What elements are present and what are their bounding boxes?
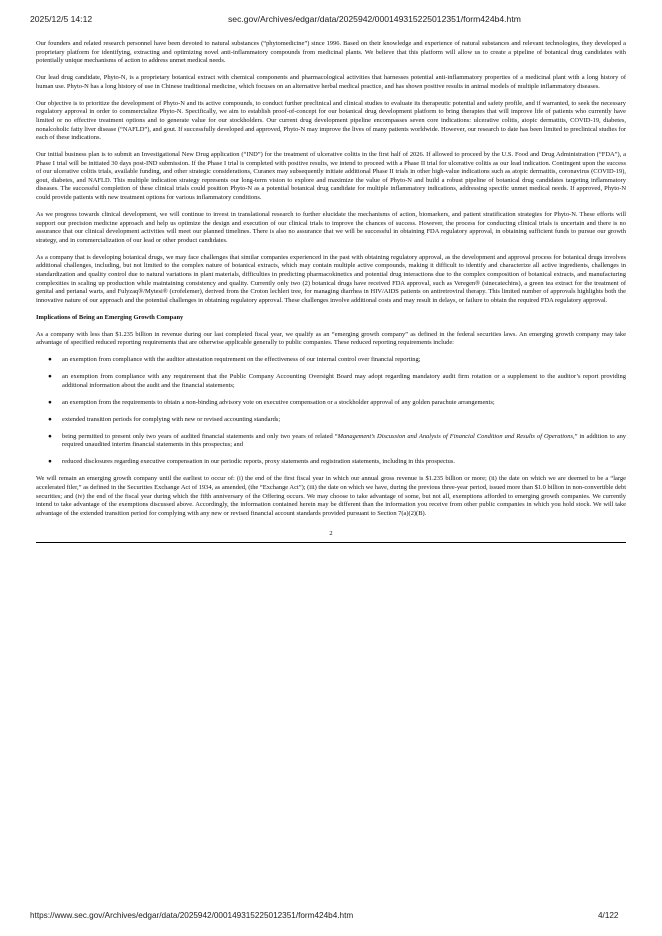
bullet-icon: ● bbox=[48, 398, 52, 406]
italic-title: Management’s Discussion and Analysis of Financial Condition and Results of Operations bbox=[337, 432, 573, 440]
list-item-text: an exemption from the requirements to obtain a non-binding advisory vote on executive compensation or a stockholder approval of any golden parachute arrangements; bbox=[62, 398, 495, 406]
list-item bbox=[36, 356, 626, 365]
list-item bbox=[36, 373, 626, 390]
print-page-title: sec.gov/Archives/edgar/data/2025942/000149315225012351/form424b4.htm bbox=[228, 14, 521, 24]
page-number: 2 bbox=[329, 530, 333, 538]
document-body bbox=[36, 40, 626, 543]
list-item bbox=[36, 458, 626, 467]
list-item bbox=[36, 433, 626, 450]
paragraph: Our objective is to prioritize the development of Phyto-N and its active compounds, to conduct further preclinical and clinical studies to evaluate its therapeutic potential and safety profile, and if warranted, to seek the necessary regulatory approval in order to commercialize Phyto-N. Specifically, we aim to establish proof-of-concept for our botanical drug development platform to bring therapies that will improve life of patients who currently have limited or no effective treatment options and to generate value for our stockholders. Our current drug development pipeline encompasses seven core indications: ulcerative colitis, atopic dermatitis, COVID-19, diabetes, nonalcoholic fatty liver disease (“NAFLD”), and gout. If successfully developed and approved, Phyto-N may improve the lives of many patients worldwide. However, our research to date has been limited to preclinical studies for each of these indications. bbox=[36, 99, 626, 142]
list-item-text: extended transition periods for complying with new or revised accounting standards; bbox=[62, 415, 281, 423]
list-item bbox=[36, 416, 626, 425]
list-item-text: an exemption from compliance with the auditor attestation requirement on the effectiveness of our internal control over financial reporting; bbox=[62, 356, 421, 364]
bullet-icon: ● bbox=[48, 373, 52, 381]
print-page-count: 4/122 bbox=[598, 911, 619, 920]
bullet-icon: ● bbox=[48, 415, 52, 423]
list-item-text: an exemption from compliance with any requirement that the Public Company Accounting Oversight Board may adopt regarding mandatory audit firm rotation or a supplement to the auditor’s report providing additional information about the audit and the financial statements; bbox=[62, 373, 626, 389]
paragraph: Our lead drug candidate, Phyto-N, is a proprietary botanical extract with chemical components and pharmacological activities that harnesses potential anti-inflammatory properties of a medicinal plant with a long history of human use. Phyto-N has a long history of use in Chinese traditional medicine, which focuses on an alternative herbal medical practice, and has shown positive results in animal models of multiple inflammatory diseases. bbox=[36, 74, 626, 90]
list-item-text: reduced disclosures regarding executive compensation in our periodic reports, proxy statements and registration statements, including in this prospectus. bbox=[62, 458, 455, 466]
bullet-icon: ● bbox=[48, 356, 52, 364]
list-item-text: ,” in addition to any required unaudited interim financial statements in this prospectus; and bbox=[62, 432, 627, 449]
bullet-icon: ● bbox=[48, 432, 52, 440]
print-datetime: 2025/12/5 14:12 bbox=[30, 14, 93, 24]
egc-intro: As a company with less than $1.235 billion in revenue during our last completed fiscal year, we qualify as an “emerging growth company” as defined in the federal securities laws. An emerging growth company may take advantage of specified reduced reporting requirements that are otherwise applicable generally to public companies. These reduced reporting requirements include: bbox=[36, 330, 626, 347]
list-item-text: being permitted to present only two years of audited financial statements and only two years of related “ bbox=[62, 432, 338, 440]
bullet-icon: ● bbox=[48, 458, 52, 466]
paragraph: As we progress towards clinical development, we will continue to invest in translational research to further elucidate the mechanisms of action, biomarkers, and patient stratification strategies for Phyto-N. These efforts will support our precision medicine approach and help us optimize the design and execution of our clinical trials to improve the chances of success. However, the process for conducting clinical trials is uncertain and there is no assurance that our clinical development activities will meet our planned timelines. There is also no assurance that we will be successful in obtaining FDA regulatory approval, in obtaining sufficient funds to pursue our growth strategy, and in commercialization of our lead or other product candidates. bbox=[36, 211, 626, 244]
paragraph: Our initial business plan is to submit an Investigational New Drug application (“IND”) for the treatment of ulcerative colitis in the first half of 2026. If allowed to proceed by the U.S. Food and Drug Administration (“FDA”), a Phase I trial will be initiated 30 days post-IND submission. If the Phase I trial is completed with positive results, we intend to proceed with a Phase II trial for ulcerative colitis as our lead indication. Contingent upon the success of our ulcerative colitis trials, available funding, and other strategic considerations, Curanex may subsequently initiate additional Phase II trials in other high-value indications such as atopic dermatitis, coronavirus (COVID-19), gout, diabetes, and NAFLD. This multiple indication strategy represents our long-term vision to explore and maximize the value of Phyto-N and build a robust pipeline of botanical drug candidates targeting inflammatory diseases. The successful completion of these clinical trials could position Phyto-N as a potential botanical drug candidate for multiple inflammatory indications, addressing specific unmet medical needs. If approved, Phyto-N could provide patients with new treatment options for various inflammatory conditions. bbox=[36, 151, 626, 202]
print-url: https://www.sec.gov/Archives/edgar/data/2025942/000149315225012351/form424b4.htm bbox=[30, 911, 354, 920]
paragraph: As a company that is developing botanical drugs, we may face challenges that similar companies experienced in the past with obtaining regulatory approval, as the development and approval process for botanical drugs involves additional challenges, including, but not limited to the complex nature of botanical extracts, which may contain multiple active compounds, making it difficult to identify and characterize all active ingredients, challenges in standardization and quality control due to natural variations in plant materials, difficulties in predicting pharmacokinetics and potential drug interactions due to the complex composition of botanical extracts, and manufacturing complexities in scaling up production while maintaining consistency and quality. Currently only two (2) botanical drugs have received FDA approval, such as Veregen® (sinecatechins), a green tea extract for the treatment of genital and perianal warts, and Fulyzaq®/Mytesi® (crofelemer), derived from the Croton lechleri tree, for managing diarrhea in HIV/AIDS patients on antiretroviral therapy. This limited number of approvals highlights both the innovative nature of our approach and the potential challenges in obtaining regulatory approval. These challenges involve additional costs and may result in delays, or failure to obtain the required FDA regulatory approval. bbox=[36, 253, 626, 304]
section-heading: Implications of Being an Emerging Growth Company bbox=[36, 313, 184, 321]
paragraph: Our founders and related research personnel have been devoted to natural substances (“phytomedicine”) since 1996. Based on their knowledge and experience of natural substances and relevant technologies, they developed a proprietary platform for identifying, extracting and optimizing novel anti-inflammatory compounds from medicinal plants. We believe that this platform will allow us to create a pipeline of botanical drug candidates with potentially unique mechanisms of action to address unmet medical needs. bbox=[36, 40, 626, 65]
page-divider bbox=[36, 542, 626, 543]
requirements-list bbox=[36, 356, 626, 467]
egc-closing: We will remain an emerging growth company until the earliest to occur of: (i) the end of the first fiscal year in which our annual gross revenue is $1.235 billion or more; (ii) the date on which we are deemed to be a “large accelerated filer,” as defined in the Securities Exchange Act of 1934, as amended, (the “Exchange Act”); (iii) the date on which we have, during the previous three-year period, issued more than $1.0 billion in non-convertible debt securities; and (iv) the end of the fiscal year during which the fifth anniversary of the Offering occurs. We may choose to take advantage of some, but not all, exemptions afforded to emerging growth companies. We currently intend to take advantage of the exemptions discussed above. Accordingly, the information contained herein may be different than the information you receive from other public companies in which you hold stock. We will take advantage of the extended transition period for complying with any new or revised financial account standards provided pursuant to Section 7(a)(2)(B). bbox=[36, 475, 626, 517]
list-item bbox=[36, 399, 626, 408]
